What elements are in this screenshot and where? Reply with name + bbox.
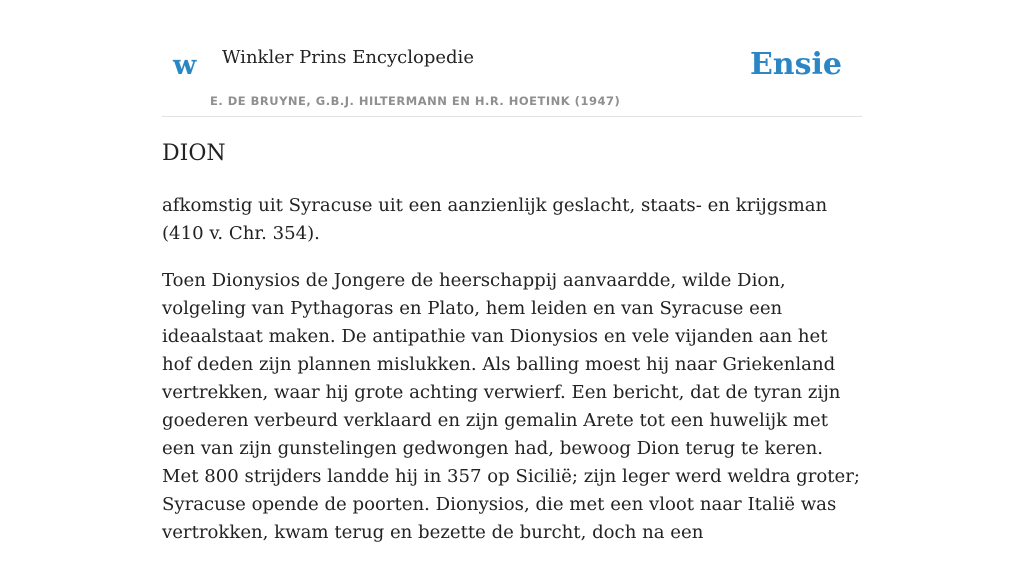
entry-title: DION xyxy=(162,141,226,166)
brand-logo[interactable]: Ensie xyxy=(749,47,842,82)
source-authors: E. DE BRUYNE, G.B.J. HILTERMANN EN H.R. HOETINK (1947) xyxy=(210,94,621,108)
source-logo[interactable]: w xyxy=(173,50,197,81)
source-header xyxy=(162,0,862,117)
entry-paragraph: afkomstig uit Syracuse uit een aanzienlijk geslacht, staats- en krijgsman (410 v. Chr. 354). xyxy=(162,195,828,244)
page xyxy=(162,0,862,543)
entry-body xyxy=(162,192,862,566)
source-title[interactable]: Winkler Prins Encyclopedie xyxy=(222,47,474,68)
entry-paragraph: Toen Dionysios de Jongere de heerschappij aanvaardde, wilde Dion, volgeling van Pythagoras en Plato, hem leiden en van Syracuse een ideaalstaat maken. De antipathie van Dionysios en vele vijanden aan het hof deden zijn plannen mislukken. Als balling moest hij naar Griekenland vertrekken, waar hij grote achting verwierf. Een bericht, dat de tyran zijn goederen verbeurd verklaard en zijn gemalin Arete tot een huwelijk met een van zijn gunstelingen gedwongen had, bewoog Dion terug te keren. Met 800 strijders landde hij in 357 op Sicilië; zijn leger werd weldra groter; Syracuse opende de poorten. Dionysios, die met een vloot naar Italië was vertrokken, kwam terug en bezette de burcht, doch na een xyxy=(162,270,861,543)
